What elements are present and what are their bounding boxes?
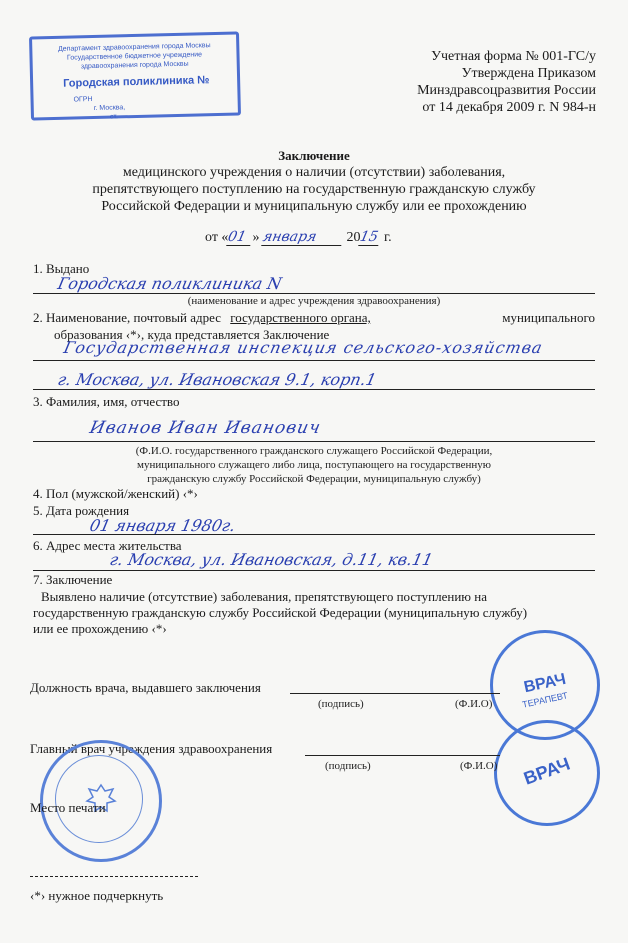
title-line1: медицинского учреждения о наличии (отсутствии) заболевания, <box>122 165 506 180</box>
doctor-fio-caption: (Ф.И.О) <box>455 698 493 710</box>
field1-label: 1. Выдано <box>33 261 90 276</box>
institution-stamp <box>29 31 241 120</box>
date-year-suffix: г. <box>383 230 392 245</box>
date-year-prefix: 20 <box>346 230 361 245</box>
field3-caption3: гражданскую службу Российской Федерации, муниципальную службу) <box>147 473 481 485</box>
field3-caption1: (Ф.И.О. государственного гражданского служащего Российской Федерации, <box>135 445 493 457</box>
footnote: ‹*› нужное подчеркнуть <box>30 888 164 903</box>
field2-line1 <box>33 360 595 361</box>
date-close: » <box>252 230 260 245</box>
doctor-stamp-sub: ТЕРАПЕВТ <box>521 690 569 710</box>
date-month: января <box>261 229 345 246</box>
field5-value: 01 января 1980г. <box>87 516 238 535</box>
stamp-city: г. Москва, <box>93 104 126 113</box>
date-year: 15 <box>359 229 383 246</box>
field2-label-c: муниципального <box>502 310 595 325</box>
date-line <box>205 229 392 246</box>
field3-line <box>33 441 595 442</box>
ministry: Минздравсоцразвития России <box>417 83 596 98</box>
title-line3: Российской Федерации и муниципальную службу или ее прохождению <box>101 199 527 214</box>
field2-label-d: образования ‹*›, куда представляется Заключение <box>54 327 330 342</box>
stamp-ogrn: ОГРН <box>73 96 93 104</box>
order-date: от 14 декабря 2009 г. N 984-н <box>422 100 596 115</box>
field2-value1: Государственная инспекция сельского-хозяйства <box>61 338 545 357</box>
field7-text3: или ее прохождению ‹*› <box>33 621 167 636</box>
field7-label: 7. Заключение <box>33 572 113 587</box>
stamp-line2: Государственное бюджетное учреждение <box>66 51 203 62</box>
field2-label-a: 2. Наименование, почтовый адрес <box>33 310 221 325</box>
chief-round-stamp <box>494 720 600 826</box>
field6-label: 6. Адрес места жительства <box>33 538 182 553</box>
title-main: Заключение <box>278 148 350 163</box>
field6-value: г. Москва, ул. Ивановская, д.11, кв.11 <box>107 550 435 569</box>
field1-caption: (наименование и адрес учреждения здравоохранения) <box>187 295 441 307</box>
stamp-line1: Департамент здравоохранения города Москвы <box>57 42 211 53</box>
stamp-name: Городская поликлиника № <box>63 74 210 90</box>
field4-label: 4. Пол (мужской/женский) ‹*› <box>33 486 198 501</box>
field7-text1: Выявлено наличие (отсутствие) заболевания, препятствующего поступлению на <box>41 589 487 604</box>
field2-label <box>33 310 595 326</box>
chief-label: Главный врач учреждения здравоохранения <box>30 741 273 756</box>
footnote-divider <box>30 876 198 877</box>
date-ot: от « <box>205 230 229 245</box>
field3-label: 3. Фамилия, имя, отчество <box>33 394 180 409</box>
field2-value2: г. Москва, ул. Ивановская 9.1, корп.1 <box>55 370 379 389</box>
chief-sign-caption: (подпись) <box>325 760 371 772</box>
field7-text2: государственную гражданскую службу Российской Федерации (муниципальную службу) <box>33 605 528 620</box>
field6-line <box>33 570 595 571</box>
form-number: Учетная форма № 001-ГС/у <box>431 49 596 64</box>
title-line2: препятствующего поступлению на государственную гражданскую службу <box>92 182 536 197</box>
field3-value: Иванов Иван Иванович <box>87 418 323 438</box>
doctor-label: Должность врача, выдавшего заключения <box>30 680 261 695</box>
field5-line <box>33 534 595 535</box>
field3-caption2: муниципального служащего либо лица, поступающего на государственную <box>137 459 491 471</box>
field3-caption <box>33 444 595 486</box>
doctor-sign-caption: (подпись) <box>318 698 364 710</box>
date-day: 01 <box>227 229 255 246</box>
chief-stamp-title: ВРАЧ <box>520 753 573 789</box>
stamp-place-label: Место печати <box>30 800 106 815</box>
field5-label: 5. Дата рождения <box>33 503 130 518</box>
form-header <box>417 48 596 116</box>
stamp-extra: ст. <box>109 113 118 121</box>
document-title <box>0 147 628 215</box>
approved-by: Утверждена Приказом <box>461 66 596 81</box>
field1-value: Городская поликлиника N <box>55 274 284 293</box>
doctor-stamp-title: ВРАЧ <box>522 670 568 697</box>
field2-line2 <box>33 389 595 390</box>
chief-sign-line <box>305 755 500 756</box>
doctor-sign-line <box>290 693 500 694</box>
chief-fio-caption: (Ф.И.О) <box>460 760 498 772</box>
stamp-line3: здравоохранения города Москвы <box>80 60 189 71</box>
field7-text <box>33 589 595 637</box>
field2-label-b: государственного органа, <box>230 310 371 325</box>
